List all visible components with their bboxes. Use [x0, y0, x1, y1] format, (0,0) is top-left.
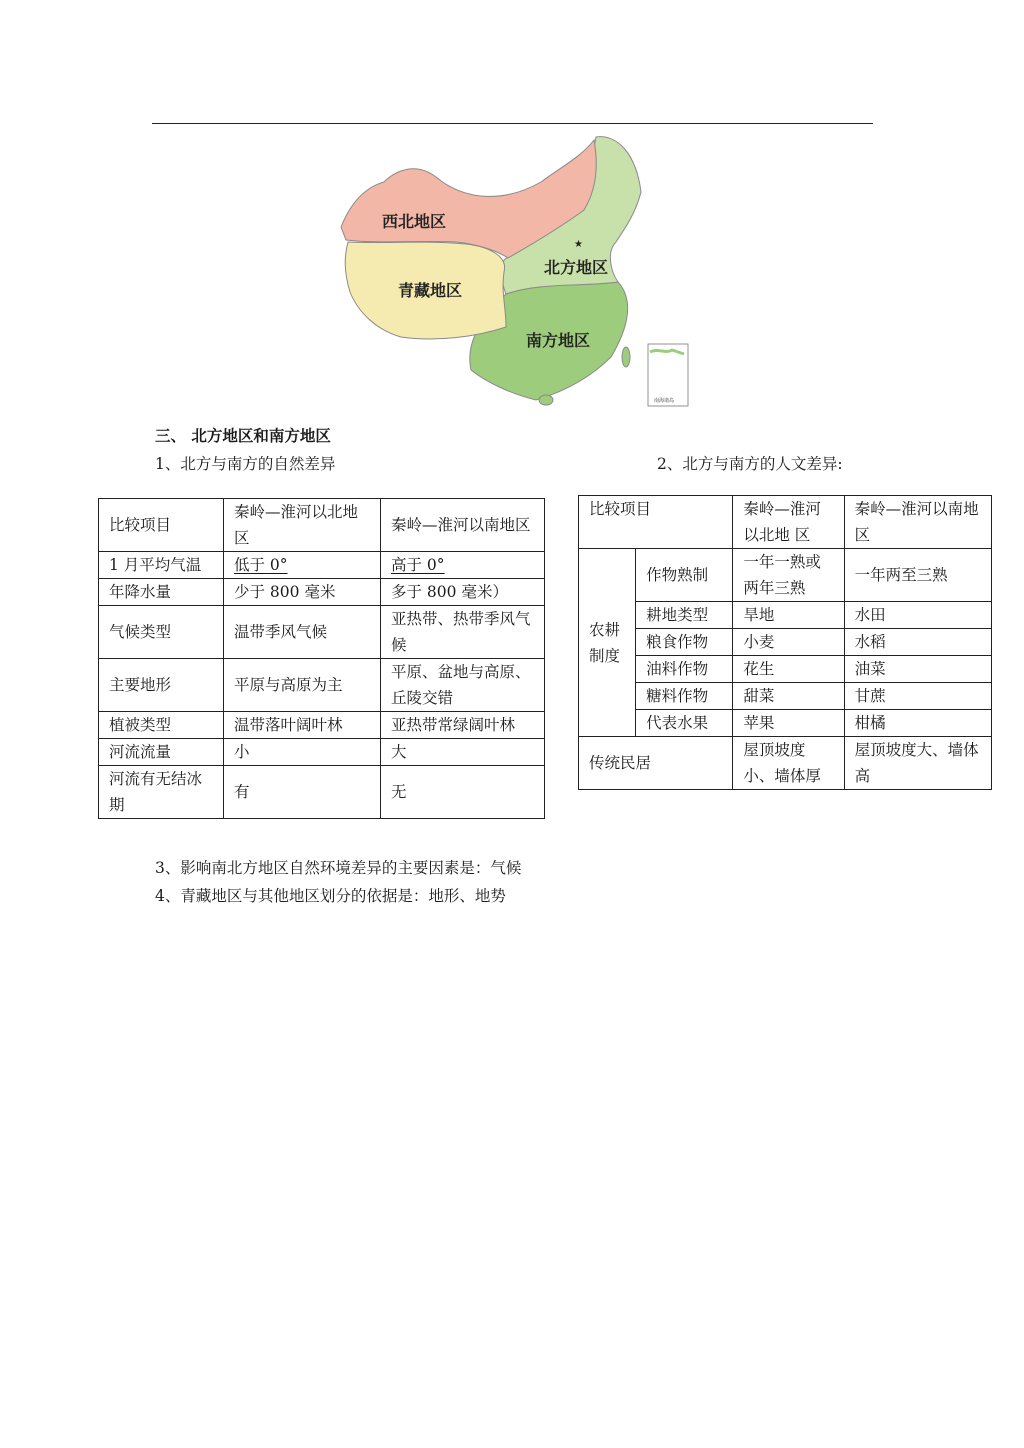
- table-cell: 一年两至三熟: [844, 549, 991, 602]
- table-cell: 秦岭—淮河以北地区: [224, 499, 381, 552]
- china-regions-map: [336, 132, 696, 412]
- table-cell: 温带季风气候: [224, 606, 381, 659]
- map-label-tibet: 青藏地区: [398, 281, 463, 300]
- table-cell: 少于 800 毫米: [224, 579, 381, 606]
- table-row: [579, 602, 992, 629]
- table-cell: 屋顶坡度大、墙体高: [844, 737, 991, 790]
- underlined-value: 高于 0°: [391, 556, 445, 574]
- table-cell: 小: [224, 739, 381, 766]
- map-label-south: 南方地区: [526, 331, 591, 350]
- table-row: [99, 766, 545, 819]
- section-heading: 三、 北方地区和南方地区: [155, 427, 331, 445]
- table-cell: 花生: [733, 656, 844, 683]
- map-svg: [336, 132, 696, 412]
- table-row: [579, 737, 992, 790]
- table-cell: 甜菜: [733, 683, 844, 710]
- table-cell: 粮食作物: [636, 629, 733, 656]
- table-cell: 植被类型: [99, 712, 224, 739]
- table-row: [579, 683, 992, 710]
- subheading-nature: 1、北方与南方的自然差异: [155, 455, 336, 473]
- table-row: [99, 606, 545, 659]
- map-inset-label: 南海诸岛: [654, 398, 675, 404]
- table-cell: 作物熟制: [636, 549, 733, 602]
- table-cell: 主要地形: [99, 659, 224, 712]
- table-cell: 水田: [844, 602, 991, 629]
- capital-star-icon: ★: [574, 239, 583, 250]
- table-cell: 水稻: [844, 629, 991, 656]
- table-cell: 亚热带、热带季风气候: [381, 606, 545, 659]
- table-cell: 河流有无结冰期: [99, 766, 224, 819]
- table-header-row: [579, 496, 992, 549]
- map-label-northwest: 西北地区: [382, 212, 447, 231]
- table-cell: [381, 552, 545, 579]
- table-cell: 温带落叶阔叶林: [224, 712, 381, 739]
- table-cell: 一年一熟或两年三熟: [733, 549, 844, 602]
- table-cell: 有: [224, 766, 381, 819]
- table-cell: 甘蔗: [844, 683, 991, 710]
- table-cell: 平原、盆地与高原、丘陵交错: [381, 659, 545, 712]
- table-row: [579, 629, 992, 656]
- table-row: [579, 710, 992, 737]
- table-cell: 传统民居: [579, 737, 733, 790]
- nature-comparison-table: [98, 498, 545, 819]
- table-cell: 大: [381, 739, 545, 766]
- table-row: [99, 552, 545, 579]
- table-cell: 比较项目: [579, 496, 733, 549]
- table-cell: 1 月平均气温: [99, 552, 224, 579]
- human-comparison-table: [578, 495, 992, 790]
- map-island-taiwan: [622, 347, 630, 367]
- table-cell: 油菜: [844, 656, 991, 683]
- table-row: [99, 579, 545, 606]
- table-cell: 秦岭—淮河以北地 区: [733, 496, 844, 549]
- table-cell: 河流流量: [99, 739, 224, 766]
- map-label-north: 北方地区: [544, 258, 609, 277]
- table-cell: 耕地类型: [636, 602, 733, 629]
- table-header-row: [99, 499, 545, 552]
- table-cell: 秦岭—淮河以南地区: [381, 499, 545, 552]
- table-row: [99, 739, 545, 766]
- table-cell: 屋顶坡度小、墙体厚: [733, 737, 844, 790]
- table-row: [579, 656, 992, 683]
- underlined-value: 低于 0°: [234, 556, 288, 574]
- table-cell: 亚热带常绿阔叶林: [381, 712, 545, 739]
- note-2: 4、青藏地区与其他地区划分的依据是：地形、地势: [155, 887, 506, 905]
- table-cell: 油料作物: [636, 656, 733, 683]
- table-cell: 旱地: [733, 602, 844, 629]
- table-row: [99, 712, 545, 739]
- map-island-hainan: [539, 395, 553, 405]
- table-cell: 气候类型: [99, 606, 224, 659]
- table-group-cell: 农耕制度: [579, 549, 636, 737]
- table-cell: 多于 800 毫米）: [381, 579, 545, 606]
- note-1: 3、影响南北方地区自然环境差异的主要因素是：气候: [155, 859, 522, 877]
- table-cell: [224, 552, 381, 579]
- table-cell: 代表水果: [636, 710, 733, 737]
- table-row: [579, 549, 992, 602]
- subheading-human: 2、北方与南方的人文差异:: [657, 455, 843, 473]
- table-cell: 苹果: [733, 710, 844, 737]
- header-rule: [152, 123, 873, 124]
- table-row: [99, 659, 545, 712]
- table-cell: 无: [381, 766, 545, 819]
- table-cell: 糖料作物: [636, 683, 733, 710]
- table-cell: 小麦: [733, 629, 844, 656]
- table-cell: 柑橘: [844, 710, 991, 737]
- table-cell: 年降水量: [99, 579, 224, 606]
- table-cell: 平原与高原为主: [224, 659, 381, 712]
- table-cell: 秦岭—淮河以南地区: [844, 496, 991, 549]
- table-cell: 比较项目: [99, 499, 224, 552]
